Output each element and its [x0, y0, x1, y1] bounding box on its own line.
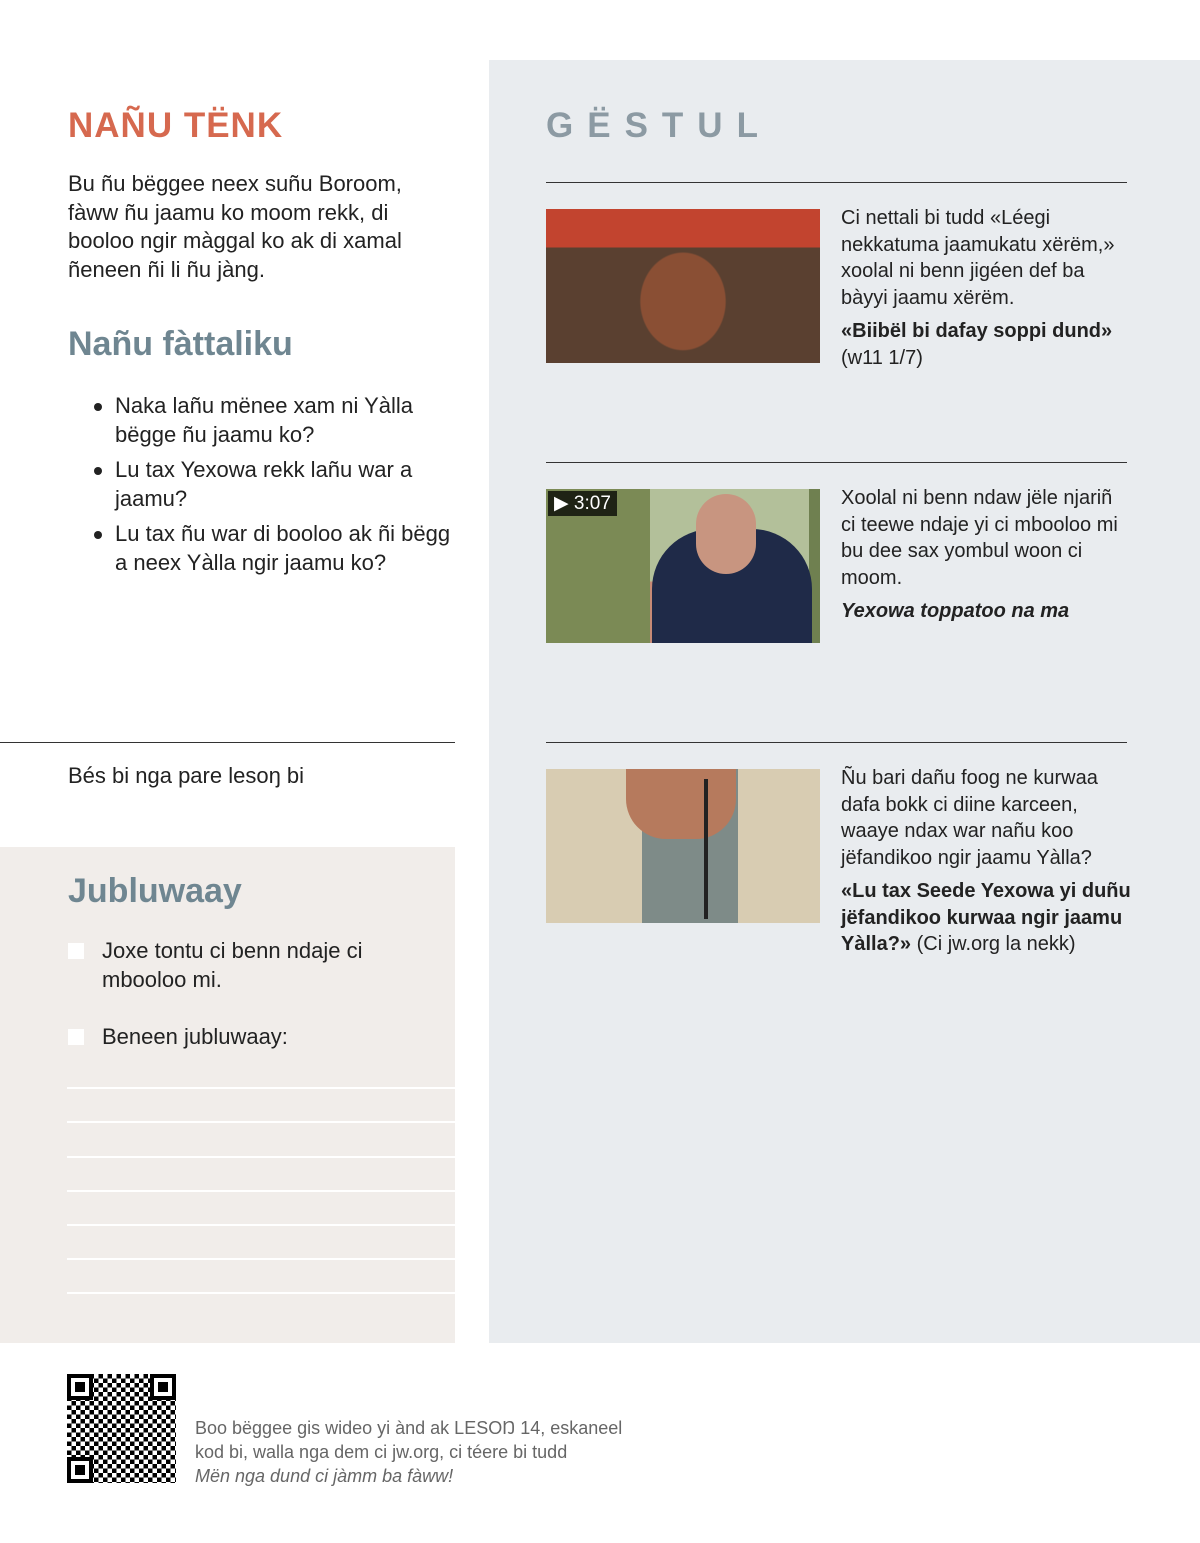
- write-line: [67, 1087, 455, 1089]
- write-line: [67, 1258, 455, 1260]
- card-source-link[interactable]: [841, 318, 1131, 371]
- duration: 3:07: [573, 493, 611, 514]
- intro-text: Bu ñu bëggee neex suñu Boroom, fàww ñu jaamu ko moom rekk, di booloo ngir màggal ko ak di xamal ñeneen ñi li ñu jàng.: [68, 171, 402, 282]
- card-description: Ci nettali bi tudd «Léegi nekkatuma jaamukatu xërëm,» xoolal ni benn jigéen def ba bàyyi jaamu xërëm.: [841, 207, 1115, 309]
- list-item: Lu tax ñu war di booloo ak ñi bëgg a neex Yàlla ngir jaamu ko?: [92, 520, 462, 577]
- explore-title: GËSTUL: [546, 106, 772, 145]
- rosary-photo: [546, 769, 820, 923]
- video-title-link[interactable]: Yexowa toppatoo na ma: [841, 600, 1070, 622]
- list-item: Naka lañu mënee xam ni Yàlla bëgge ñu jaamu ko?: [92, 392, 462, 449]
- source-title[interactable]: «Biibël bi dafay soppi dund»: [841, 320, 1113, 342]
- video-thumbnail[interactable]: [546, 489, 820, 643]
- card-2: [841, 485, 1131, 625]
- source-ref: (w11 1/7): [841, 346, 923, 369]
- divider: [546, 462, 1127, 463]
- write-line: [67, 1190, 455, 1192]
- play-icon: ▶: [554, 493, 569, 514]
- divider: [546, 742, 1127, 743]
- write-line: [67, 1121, 455, 1123]
- goal-text: Joxe tontu ci benn ndaje ci mbooloo mi.: [102, 938, 363, 992]
- completion-date-label: Bés bi nga pare lesoŋ bi: [68, 763, 305, 788]
- review-heading: Nañu fàttaliku: [68, 325, 293, 363]
- card-description: Xoolal ni benn ndaw jële njariñ ci teewe ndaje yi ci mbooloo mi bu dee sax yombul woon ci moom.: [841, 487, 1118, 589]
- goal-text: Beneen jubluwaay:: [102, 1024, 288, 1049]
- card-source-link[interactable]: [841, 878, 1131, 958]
- divider: [546, 182, 1127, 183]
- card-1: [841, 205, 1131, 371]
- card-description: Ñu bari dañu foog ne kurwaa dafa bokk ci diine karceen, waaye ndax war nañu koo jëfandikoo ngir jaamu Yàlla?: [841, 767, 1098, 869]
- source-ref: (Ci jw.org la nekk): [916, 933, 1076, 955]
- write-line: [67, 1224, 455, 1226]
- qr-code[interactable]: [67, 1374, 176, 1483]
- book-title: Mën nga dund ci jàmm ba fàww!: [195, 1466, 454, 1486]
- footer-text: [195, 1416, 622, 1488]
- goal-checkbox[interactable]: [68, 943, 84, 959]
- woman-photo: [546, 209, 820, 363]
- footer-line: Boo bëggee gis wideo yi ànd ak LESOŊ 14, eskaneel: [195, 1418, 623, 1438]
- review-list: [92, 392, 462, 584]
- section-title: NAÑU TËNK: [68, 106, 284, 145]
- goals-heading: Jubluwaay: [68, 872, 242, 910]
- source-title[interactable]: «Lu tax Seede Yexowa yi duñu jëfandikoo kurwaa ngir jaamu Yàlla?»: [841, 880, 1131, 955]
- list-item: Lu tax Yexowa rekk lañu war a jaamu?: [92, 456, 462, 513]
- divider: [0, 742, 455, 743]
- video-duration-badge: [548, 491, 617, 516]
- goals-panel: [0, 847, 455, 1343]
- write-line: [67, 1156, 455, 1158]
- card-3: [841, 765, 1131, 958]
- goal-checkbox[interactable]: [68, 1029, 84, 1045]
- footer-line: kod bi, walla nga dem ci jw.org, ci téere bi tudd: [195, 1442, 568, 1462]
- write-line: [67, 1292, 455, 1294]
